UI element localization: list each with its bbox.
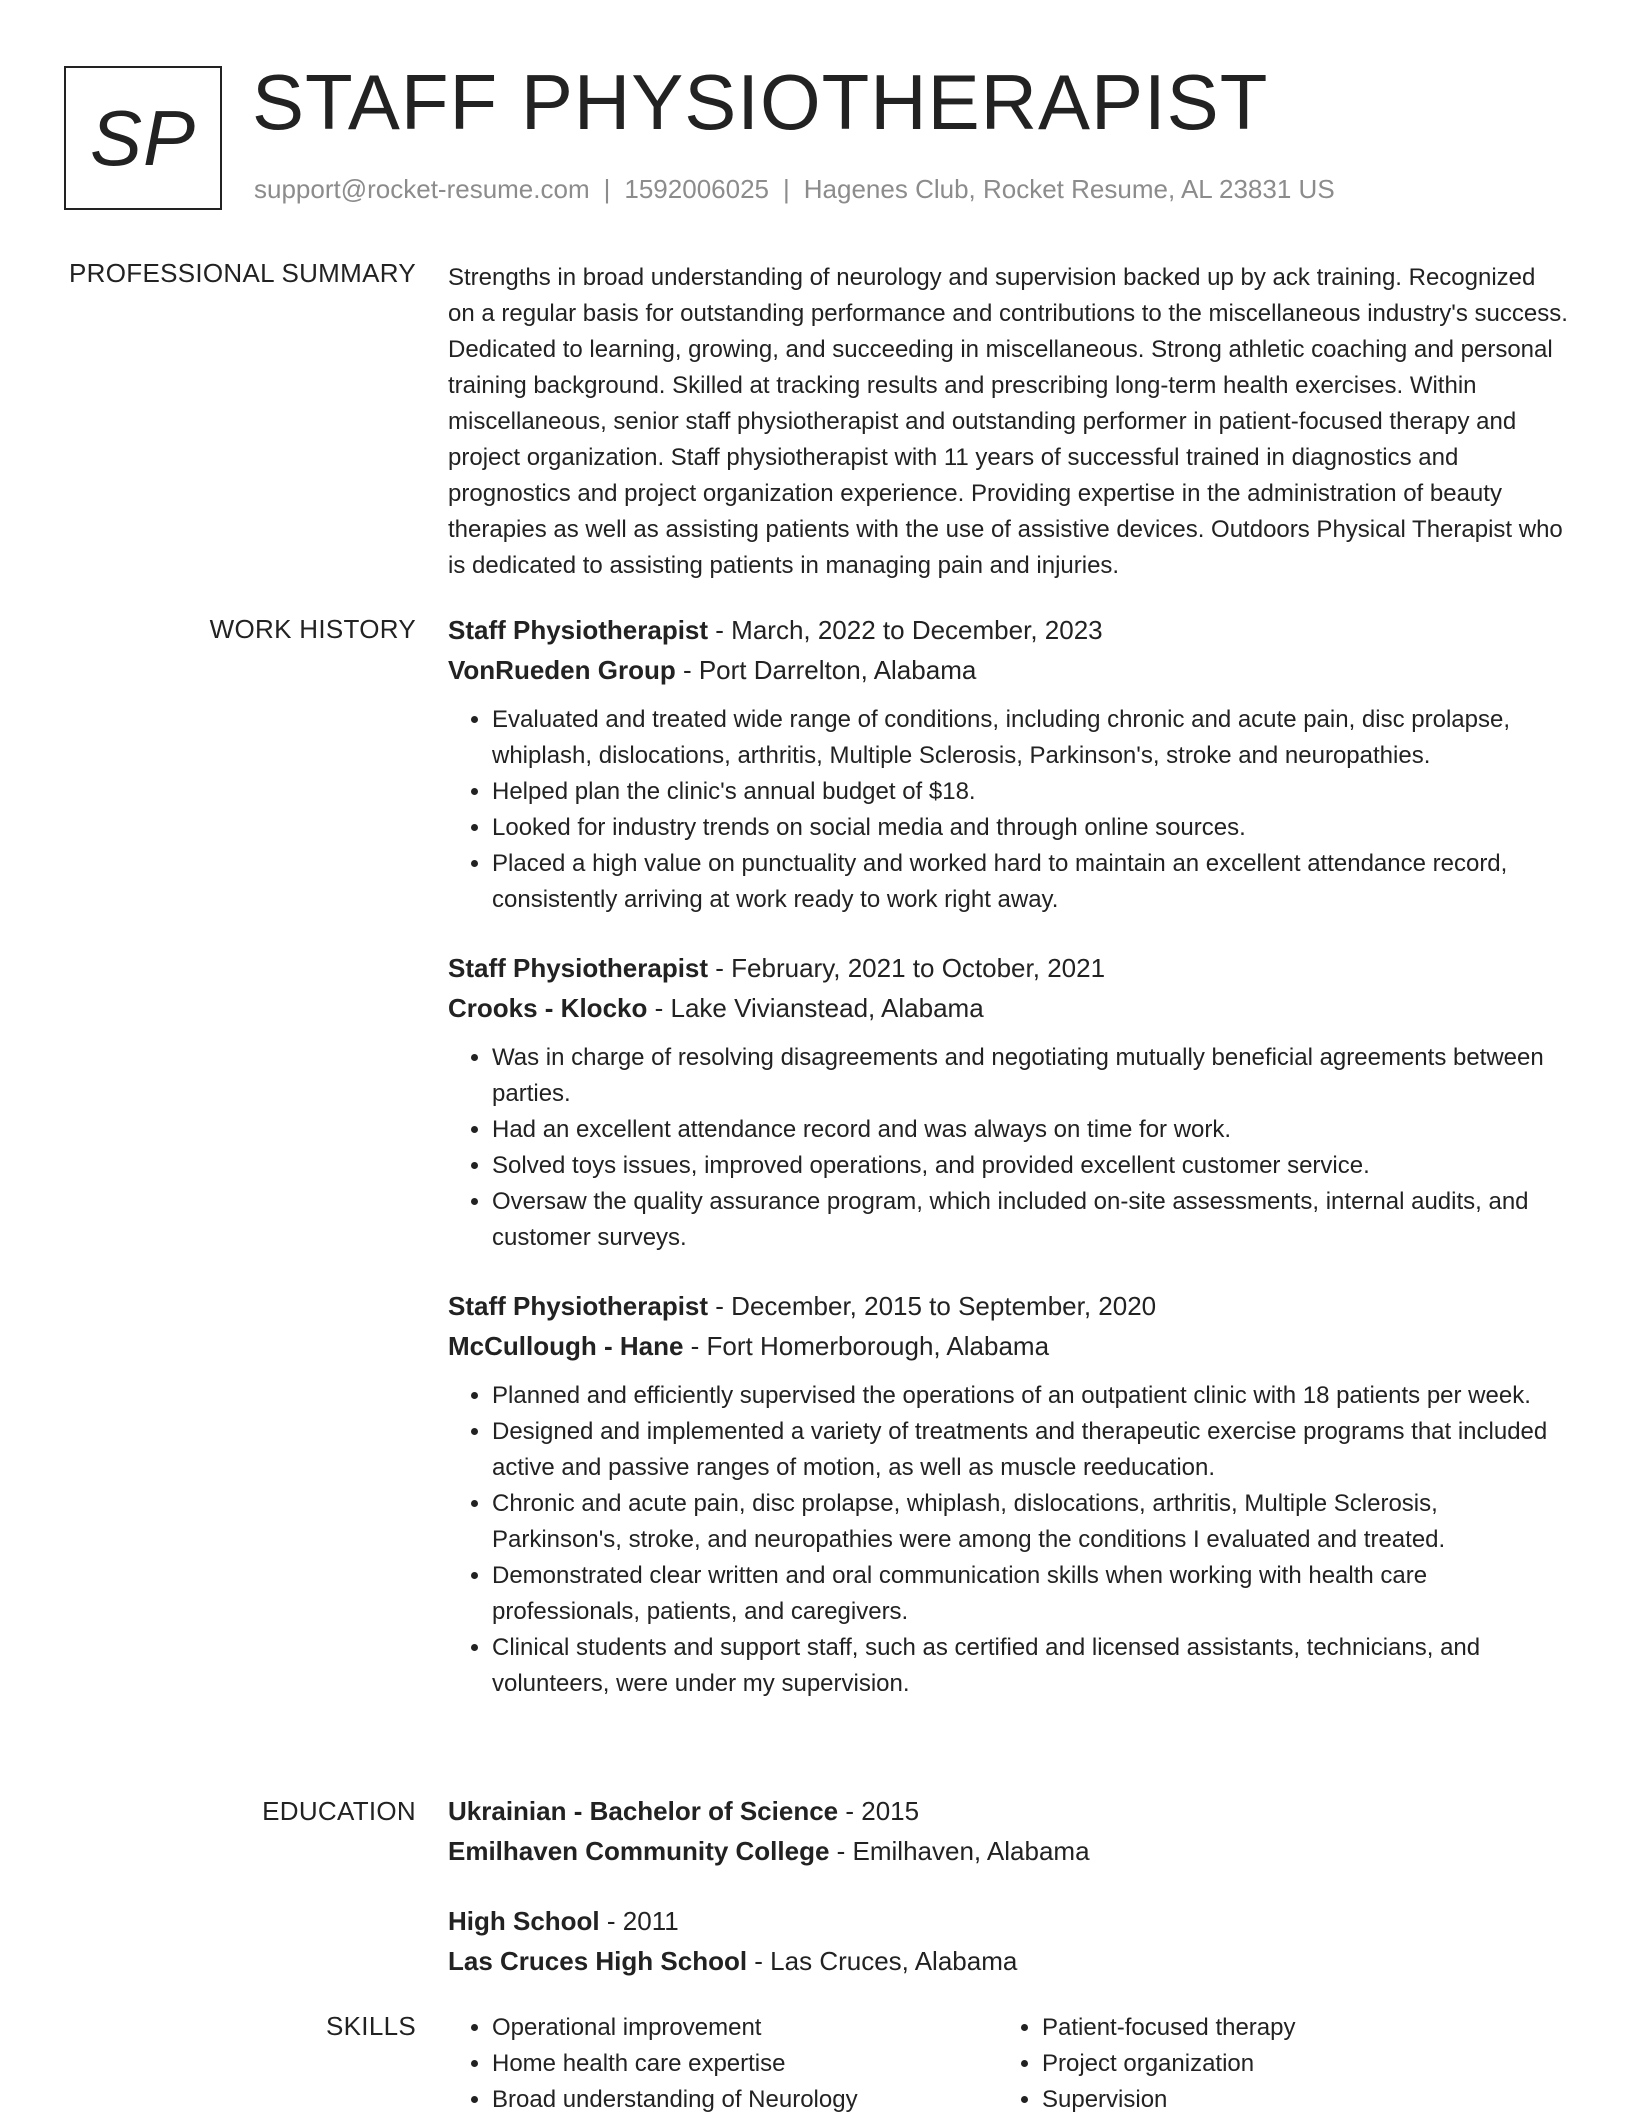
skills-list [998, 2010, 1548, 2118]
job-location: - Port Darrelton, Alabama [675, 655, 977, 685]
job-bullet: • Demonstrated clear written and oral communication skills when working with health care professionals, patients, and caregivers. [492, 1558, 1568, 1630]
contact-address: Hagenes Club, Rocket Resume, AL 23831 US [803, 174, 1335, 204]
job-dates: - March, 2022 to December, 2023 [708, 615, 1103, 645]
monogram-logo: SP [64, 66, 222, 210]
job-bullet: • Helped plan the clinic's annual budget of $18. [492, 774, 1568, 810]
job-company: Crooks - Klocko [448, 993, 648, 1023]
skills-column-left [448, 2010, 998, 2118]
skill-item: • Patient-focused therapy [1042, 2010, 1548, 2046]
job-company: VonRueden Group [448, 655, 676, 685]
job-bullet: • Chronic and acute pain, disc prolapse, whiplash, dislocations, arthritis, Multiple Sclerosis, Parkinson's, stroke, and neuropathies were among the conditions I evaluated and treated. [492, 1486, 1568, 1558]
education-school: Emilhaven Community College [448, 1836, 830, 1866]
job-bullets [448, 1040, 1568, 1256]
resume-title: STAFF PHYSIOTHERAPIST [252, 58, 1269, 146]
skills [448, 2010, 1568, 2118]
job-bullet: • Solved toys issues, improved operations, and provided excellent customer service. [492, 1148, 1568, 1184]
job-title: Staff Physiotherapist [448, 953, 709, 983]
education-year: - 2015 [838, 1796, 920, 1826]
job-title: Staff Physiotherapist [448, 1291, 709, 1321]
skill-item: • Home health care expertise [492, 2046, 998, 2082]
job-company-line [448, 1326, 1568, 1366]
job-title-line [448, 948, 1568, 988]
education-location: - Emilhaven, Alabama [829, 1836, 1090, 1866]
skills-list [448, 2010, 998, 2118]
job-bullet: • Designed and implemented a variety of treatments and therapeutic exercise programs that included active and passive ranges of motion, as well as muscle reeducation. [492, 1414, 1568, 1486]
job-dates: - February, 2021 to October, 2021 [708, 953, 1106, 983]
job-bullet: • Looked for industry trends on social media and through online sources. [492, 810, 1568, 846]
section-label-skills: SKILLS [326, 2011, 416, 2041]
skills-column-right [998, 2010, 1548, 2118]
job-bullet: • Placed a high value on punctuality and worked hard to maintain an excellent attendance record, consistently arriving at work ready to work right away. [492, 846, 1568, 918]
job-title-line [448, 1286, 1568, 1326]
education-degree: High School [448, 1906, 600, 1936]
job-bullet: • Had an excellent attendance record and was always on time for work. [492, 1112, 1568, 1148]
education-school-line [448, 1941, 1568, 1981]
skill-item: • Supervision [1042, 2082, 1548, 2118]
job-company-line [448, 988, 1568, 1028]
job-dates: - December, 2015 to September, 2020 [708, 1291, 1157, 1321]
job-entry [448, 610, 1568, 918]
contact-phone: 1592006025 [624, 174, 769, 204]
education-year: - 2011 [599, 1906, 679, 1936]
job-company: McCullough - Hane [448, 1331, 684, 1361]
job-location: - Lake Vivianstead, Alabama [647, 993, 984, 1023]
summary-text: Strengths in broad understanding of neurology and supervision backed up by ack training. Recognized on a regular basis for outstanding performance and contributions to the miscellaneous industry's success. Dedicated to learning, growing, and succeeding in miscellaneous. Strong athletic coaching and personal training background. Skilled at tracking results and prescribing long-term health exercises. Within miscellaneous, senior staff physiotherapist and outstanding performer in patient-focused therapy and project organization. Staff physiotherapist with 11 years of successful trained in diagnostics and prognostics and project organization experience. Providing expertise in the administration of beauty therapies as well as assisting patients with the use of assistive devices. Outdoors Physical Therapist who is dedicated to assisting patients in managing pain and injuries. [448, 264, 1568, 579]
section-label-summary: PROFESSIONAL SUMMARY [69, 258, 416, 288]
skill-item: • Broad understanding of Neurology [492, 2082, 998, 2118]
job-bullet: • Evaluated and treated wide range of conditions, including chronic and acute pain, disc prolapse, whiplash, dislocations, arthritis, Multiple Sclerosis, Parkinson's, stroke and neuropathies. [492, 702, 1568, 774]
education-school: Las Cruces High School [448, 1946, 748, 1976]
job-company-line [448, 650, 1568, 690]
education-entry [448, 1791, 1568, 1871]
education-school-line [448, 1831, 1568, 1871]
job-title: Staff Physiotherapist [448, 615, 709, 645]
job-entry [448, 1286, 1568, 1702]
education-degree-line [448, 1791, 1568, 1831]
section-label-work-history: WORK HISTORY [209, 614, 416, 644]
work-history [448, 610, 1568, 1732]
education-degree-line [448, 1901, 1568, 1941]
education-entry [448, 1901, 1568, 1981]
skill-item: • Operational improvement [492, 2010, 998, 2046]
job-bullet: • Was in charge of resolving disagreements and negotiating mutually beneficial agreements between parties. [492, 1040, 1568, 1112]
education [448, 1791, 1568, 2011]
section-label-education: EDUCATION [262, 1796, 416, 1826]
job-bullet: • Clinical students and support staff, such as certified and licensed assistants, technicians, and volunteers, were under my supervision. [492, 1630, 1568, 1702]
job-bullet: • Oversaw the quality assurance program, which included on-site assessments, internal audits, and customer surveys. [492, 1184, 1568, 1256]
job-entry [448, 948, 1568, 1256]
contact-email[interactable]: support@rocket-resume.com [254, 174, 590, 204]
job-bullets [448, 702, 1568, 918]
skill-item: • Project organization [1042, 2046, 1548, 2082]
education-location: - Las Cruces, Alabama [747, 1946, 1018, 1976]
job-bullets [448, 1378, 1568, 1702]
job-bullet: • Planned and efficiently supervised the operations of an outpatient clinic with 18 patients per week. [492, 1378, 1568, 1414]
contact-separator: | [603, 174, 611, 204]
contact-line [254, 174, 1335, 205]
contact-separator: | [783, 174, 790, 204]
job-title-line [448, 610, 1568, 650]
education-degree: Ukrainian - Bachelor of Science [448, 1796, 839, 1826]
job-location: - Fort Homerborough, Alabama [683, 1331, 1050, 1361]
